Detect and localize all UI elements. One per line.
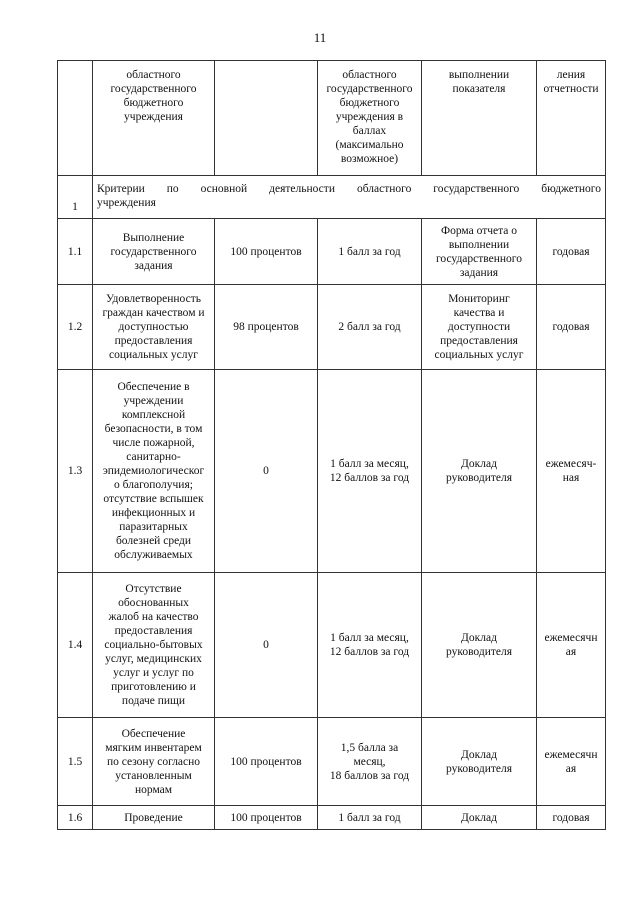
header-text: учреждения [124, 111, 183, 123]
table-header-row [58, 61, 606, 176]
cell-text: по сезону согласно [106, 755, 201, 768]
cell-text: 12 баллов за год [329, 646, 410, 658]
cell-text: отсутствие вспышек [103, 493, 204, 505]
cell-text: месяц, [353, 755, 386, 768]
cell-text: социальных услуг [434, 349, 524, 361]
row-criterion [93, 219, 215, 285]
criteria-table [57, 60, 606, 830]
cell-text: услуг, медицинских [105, 653, 202, 665]
cell-text: Выполнение [122, 231, 185, 244]
cell-text: задания [134, 259, 173, 272]
row-number: 1.5 [58, 718, 93, 806]
cell-text: ежемесячн [544, 632, 598, 644]
row-period [537, 806, 606, 830]
cell-text: выполнении [448, 238, 510, 251]
cell-text: ная [562, 472, 580, 484]
row-number: 1.6 [58, 806, 93, 830]
header-cell-criterion [93, 61, 215, 176]
cell-text: социально-бытовых [104, 639, 203, 651]
row-method [422, 573, 537, 718]
cell-text: Обеспечение [121, 727, 186, 740]
cell-text: Доклад [461, 632, 497, 644]
row-method [422, 718, 537, 806]
header-text: показателя [452, 83, 506, 95]
cell-text: паразитарных [119, 521, 188, 533]
cell-text: Удовлетворенность [106, 293, 201, 305]
header-cell-num [58, 61, 93, 176]
cell-text: Отсутствие [125, 583, 182, 595]
cell-text: инфекционных и [111, 507, 196, 519]
header-text: областного [126, 69, 181, 81]
header-text: областного [342, 69, 397, 81]
cell-text: жалоб на качество [108, 611, 199, 623]
table-row [58, 806, 606, 830]
cell-text: числе пожарной, [112, 437, 195, 449]
section-title-line: учреждения [97, 197, 156, 209]
cell-text: граждан качеством и [102, 307, 205, 319]
cell-text: доступности [447, 321, 511, 333]
cell-text: Форма отчета о [441, 224, 517, 237]
row-value: 0 [215, 370, 318, 573]
row-number: 1.1 [58, 219, 93, 285]
row-value: 0 [215, 573, 318, 718]
row-period [537, 718, 606, 806]
header-text: возможное) [340, 153, 399, 165]
row-value: 100 процентов [215, 219, 318, 285]
cell-text: 18 баллов за год [329, 769, 410, 782]
table-row [58, 285, 606, 370]
cell-text: эпидемиологическог [102, 465, 205, 477]
cell-text: качества и [453, 307, 505, 319]
header-cell-value [215, 61, 318, 176]
row-method [422, 370, 537, 573]
header-text: ления [556, 69, 586, 81]
header-text: государственного [110, 83, 197, 95]
header-text: выполнении [448, 69, 510, 81]
cell-text: обслуживаемых [114, 549, 193, 561]
cell-text: ая [565, 646, 577, 658]
row-method [422, 219, 537, 285]
section-number: 1 [58, 176, 93, 219]
row-period [537, 285, 606, 370]
cell-text: о благополучия; [114, 479, 193, 491]
cell-text: установленным [115, 769, 192, 782]
table-row [58, 573, 606, 718]
row-number: 1.4 [58, 573, 93, 718]
cell-text: 1 балл за год [338, 245, 401, 258]
header-cell-period [537, 61, 606, 176]
cell-text: комплексной [121, 409, 186, 421]
cell-text: ая [565, 762, 577, 775]
header-text: бюджетного [123, 97, 184, 109]
cell-text: предоставления [114, 335, 193, 347]
row-value: 100 процентов [215, 718, 318, 806]
cell-text: 2 балл за год [338, 321, 401, 333]
row-score [318, 573, 422, 718]
cell-text: ежемесячн [544, 748, 598, 761]
cell-text: годовая [552, 321, 590, 333]
row-value: 98 процентов [215, 285, 318, 370]
cell-text: 12 баллов за год [329, 472, 410, 484]
row-method [422, 806, 537, 830]
cell-text: руководителя [445, 762, 513, 775]
header-text: государственного [326, 83, 413, 95]
cell-text: государственного [436, 252, 522, 265]
row-criterion [93, 806, 215, 830]
row-score [318, 285, 422, 370]
cell-text: руководителя [445, 646, 513, 658]
section-row [58, 176, 606, 219]
section-title [93, 176, 606, 219]
row-number: 1.2 [58, 285, 93, 370]
row-criterion [93, 573, 215, 718]
row-score [318, 219, 422, 285]
row-criterion [93, 285, 215, 370]
row-score [318, 370, 422, 573]
cell-text: 1,5 балла за [340, 741, 399, 754]
cell-text: санитарно- [126, 451, 181, 463]
cell-text: 1 балл за месяц, [330, 458, 409, 470]
row-period [537, 573, 606, 718]
table-row [58, 219, 606, 285]
cell-text: подаче пищи [121, 695, 186, 707]
cell-text: безопасности, в том [104, 423, 203, 435]
row-number: 1.3 [58, 370, 93, 573]
row-criterion [93, 718, 215, 806]
table-row [58, 370, 606, 573]
cell-text: обоснованных [118, 597, 189, 609]
header-text: баллах [352, 125, 387, 137]
row-criterion [93, 370, 215, 573]
cell-text: Доклад [461, 458, 497, 470]
page-number: 11 [313, 30, 327, 45]
cell-text: нормам [134, 783, 173, 796]
cell-text: годовая [552, 811, 590, 824]
cell-text: задания [459, 266, 499, 279]
cell-text: социальных услуг [109, 349, 198, 361]
section-title-line: Критерии по основной деятельности областного государственного бюджетного [97, 183, 601, 195]
cell-text: доступностью [118, 321, 189, 333]
table-row [58, 718, 606, 806]
cell-text: приготовлению и [111, 681, 196, 693]
cell-text: Доклад [461, 748, 497, 761]
cell-text: мягким инвентарем [105, 741, 202, 754]
cell-text: Проведение [124, 811, 183, 824]
cell-text: Обеспечение в [117, 381, 190, 393]
cell-text: услуг и услуг по [113, 667, 194, 679]
cell-text: предоставления [440, 335, 518, 347]
row-score [318, 718, 422, 806]
header-text: (максимально [335, 139, 404, 151]
header-text: бюджетного [339, 97, 400, 109]
row-period [537, 219, 606, 285]
cell-text: предоставления [114, 625, 193, 637]
row-value: 100 процентов [215, 806, 318, 830]
cell-text: государственного [110, 245, 197, 258]
cell-text: Мониторинг [448, 293, 510, 305]
header-text: учреждения в [335, 111, 404, 123]
cell-text: руководителя [445, 472, 513, 484]
cell-text: 1 балл за месяц, [330, 632, 409, 644]
row-period [537, 370, 606, 573]
cell-text: учреждении [123, 395, 184, 407]
header-cell-method [422, 61, 537, 176]
cell-text: ежемесяч- [545, 458, 597, 470]
row-score [318, 806, 422, 830]
row-method [422, 285, 537, 370]
cell-text: 1 балл за год [338, 811, 401, 824]
cell-text: болезней среди [115, 535, 192, 547]
cell-text: Доклад [461, 811, 497, 824]
header-text: отчетности [543, 83, 599, 95]
header-cell-score [318, 61, 422, 176]
cell-text: годовая [552, 245, 590, 258]
